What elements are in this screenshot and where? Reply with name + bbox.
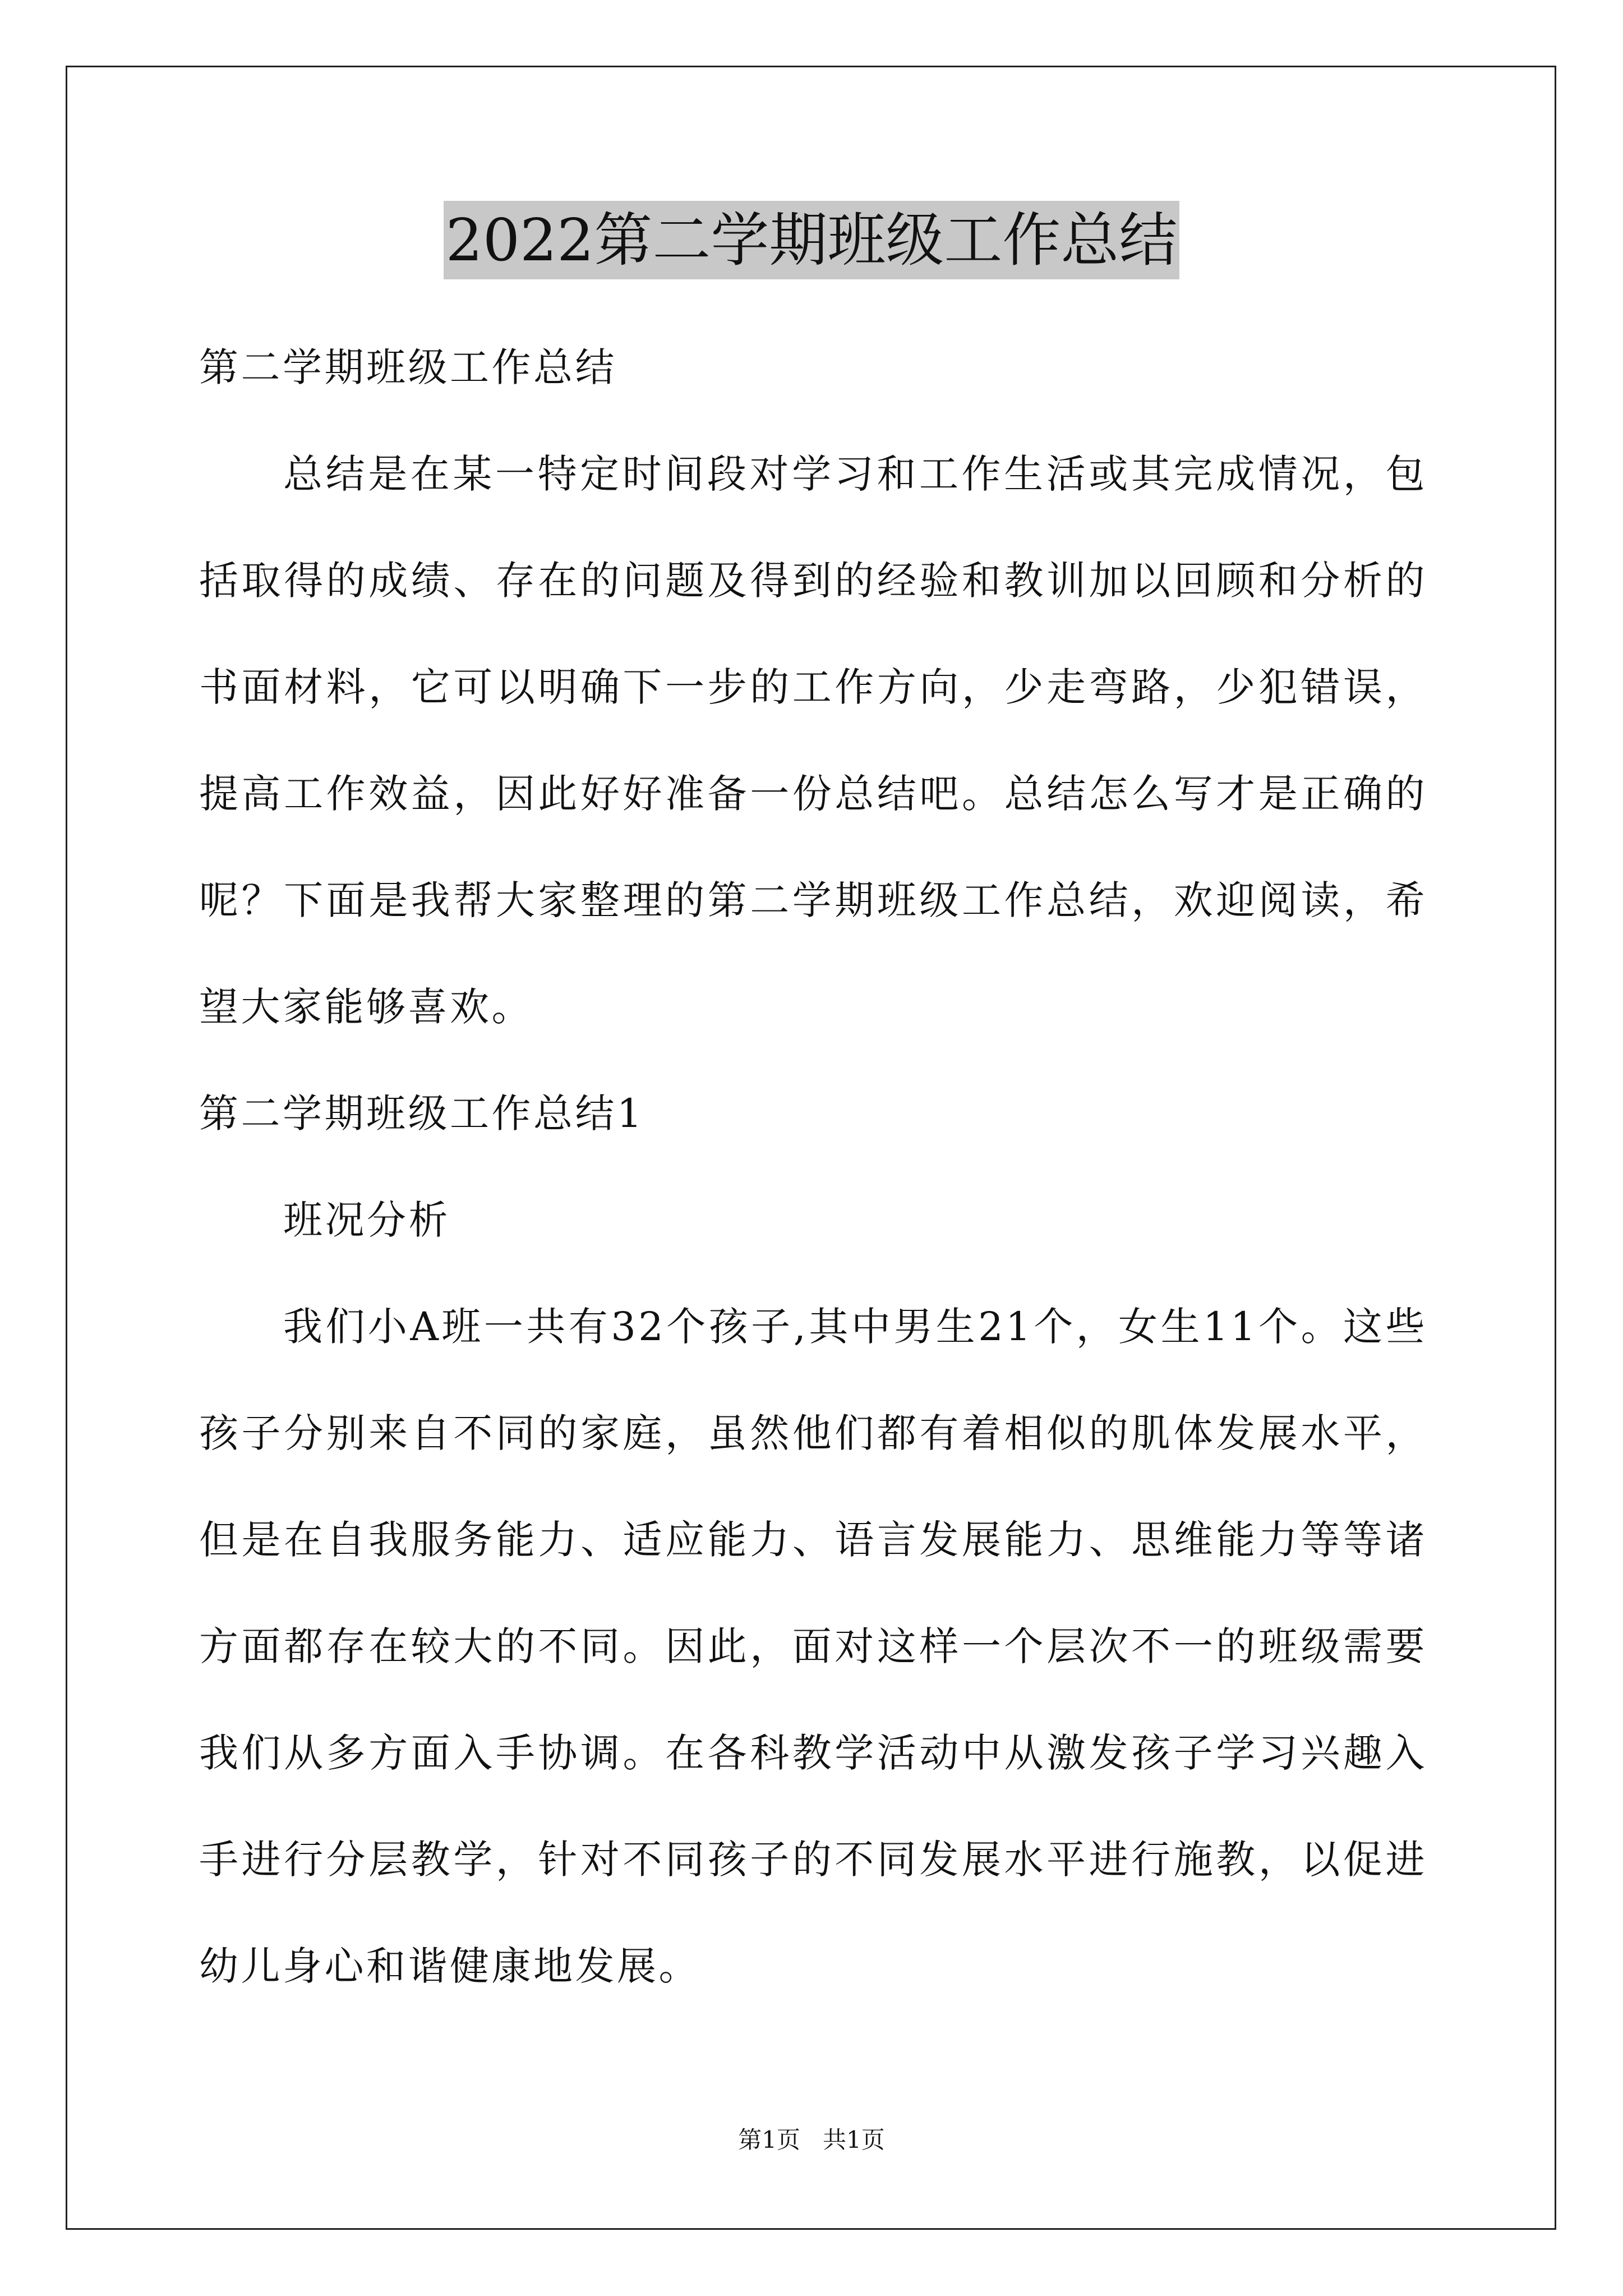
- document-body: [199, 314, 1427, 2019]
- paragraph-heading-section-1: 第二学期班级工作总结1: [199, 1091, 645, 1137]
- paragraph-class-analysis: 我们小A班一共有32个孩子,其中男生21个，女生11个。这些孩子分别来自不同的家庭，虽然他们都有着相似的肌体发展水平，但是在自我服务能力、适应能力、语言发展能力、思维能力等等诸方面都存在较大的不同。因此，面对这样一个层次不一的班级需要我们从多方面入手协调。在各科教学活动中从激发孩子学习兴趣入手进行分层教学，针对不同孩子的不同发展水平进行施教，以促进幼儿身心和谐健康地发展。: [199, 1304, 1427, 1989]
- paragraph-heading-intro: 第二学期班级工作总结: [199, 344, 617, 390]
- document-title: 2022第二学期班级工作总结: [444, 201, 1180, 279]
- paragraph-intro: 总结是在某一特定时间段对学习和工作生活或其完成情况，包括取得的成绩、存在的问题及得到的经验和教训加以回顾和分析的书面材料，它可以明确下一步的工作方向，少走弯路，少犯错误，提高工作效益，因此好好准备一份总结吧。总结怎么写才是正确的呢？下面是我帮大家整理的第二学期班级工作总结，欢迎阅读，希望大家能够喜欢。: [199, 451, 1427, 1030]
- title-container: [0, 201, 1623, 279]
- page-footer: 第1页 共1页: [738, 2126, 885, 2154]
- paragraph-subheading-class-analysis: 班况分析: [283, 1197, 450, 1243]
